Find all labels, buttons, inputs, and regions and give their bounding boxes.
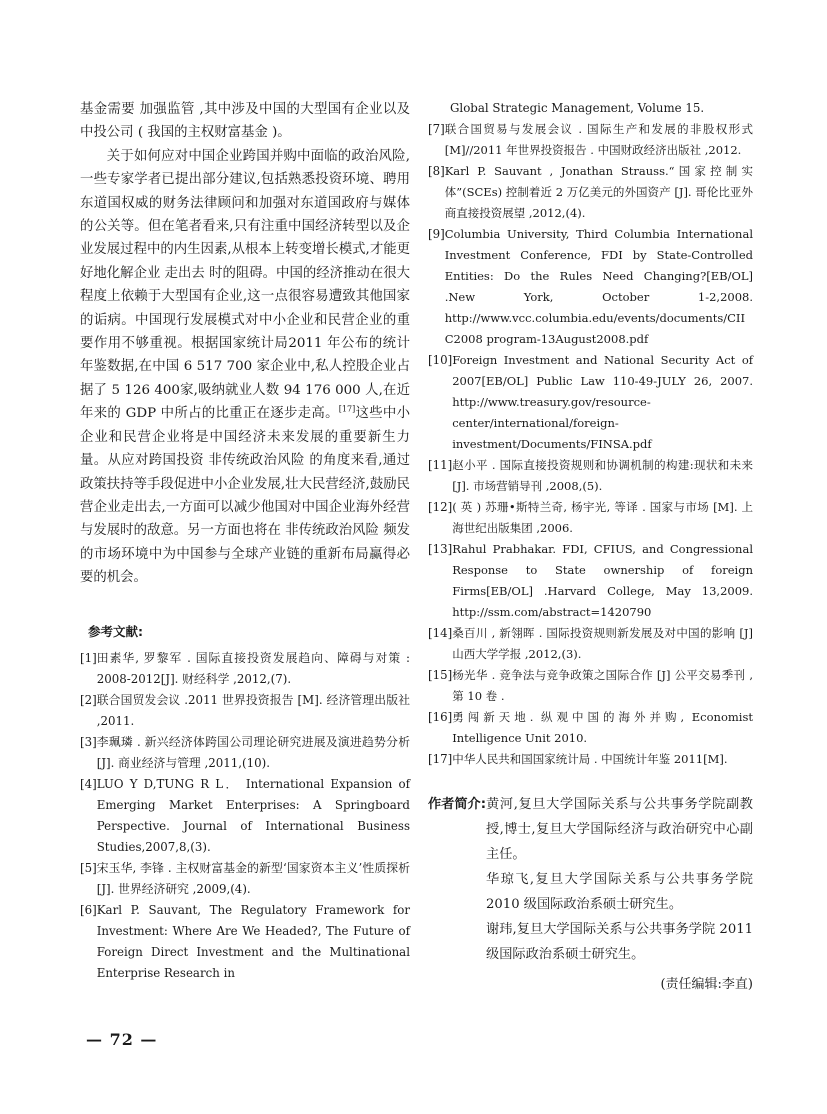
reference-item [428,497,753,539]
reference-text: 联合国贸发会议 .2011 世界投资报告 [M]. 经济管理出版社 ,2011. [96,692,410,728]
reference-text: 田素华, 罗黎军 . 国际直接投资发展趋向、障碍与对策 : 2008-2012[J]. 财经科学 ,2012,(7). [96,650,410,686]
reference-number: [3] [80,734,97,749]
body-paragraph [80,145,410,590]
reference-item [428,665,753,707]
reference-item [428,539,753,623]
reference-text: 宋玉华, 李锋 . 主权财富基金的新型‘国家资本主义’性质探析 [J]. 世界经济研究 ,2009,(4). [96,860,410,896]
reference-number: [6] [80,902,97,917]
reference-text: Columbia University, Third Columbia International Investment Conference, FDI by State-Controlled Entities: Do the Rules Need Changing?[EB/OL] .New York, October 1-2,2008. http://www.vcc.columbia.edu/events/documents/CIIC2008 program-13August2008.pdf [444,227,753,346]
footnote-marker: [17] [338,404,356,414]
reference-number: [13] [428,542,453,556]
reference-text: Karl P. Sauvant , Jonathan Strauss.“国家控制实体”(SCEs) 控制着近 2 万亿美元的外国资产 [J]. 哥伦比亚外商直接投资展望 ,2012,(4). [444,164,753,220]
reference-number: [5] [80,860,97,875]
reference-number: [7] [428,122,445,136]
reference-number: [15] [428,668,453,682]
reference-item [428,119,753,161]
reference-text: 勇闯新天地. 纵观中国的海外并购, Economist Intelligence Unit 2010. [452,710,753,745]
reference-list [428,119,753,770]
reference-item [80,900,410,984]
reference-text: 桑百川 , 新翎晖 . 国际投资规则新发展及对中国的影响 [J] 山西大学学报 ,2012,(3). [452,626,753,661]
reference-number: [10] [428,353,453,367]
author-entry: 谢玮,复旦大学国际关系与公共事务学院 2011 级国际政治系硕士研究生。 [486,922,753,962]
reference-number: [2] [80,692,97,707]
reference-item [428,350,753,455]
reference-item [80,774,410,858]
author-entries [486,792,753,967]
reference-text: Rahul Prabhakar. FDI, CFIUS, and Congressional Response to State ownership of foreign Firms[EB/OL] .Harvard College, May 13,2009. http://ssm.com/abstract=1420790 [452,542,753,619]
reference-item [80,648,410,690]
reference-text: 中华人民共和国国家统计局 . 中国统计年鉴 2011[M]. [452,752,728,766]
editor-note: (责任编辑:李直) [660,977,753,992]
reference-item [80,732,410,774]
reference-number: [16] [428,710,453,724]
reference-text: Foreign Investment and National Security Act of 2007[EB/OL] Public Law 110-49-JULY 26, 2007. http://www.treasury.gov/resource-center/international/foreign-investment/Documents/FINSA.pdf [452,353,753,451]
right-column [428,98,753,997]
reference-number: [14] [428,626,453,640]
reference-number: [4] [80,776,97,791]
reference-number: [11] [428,458,453,472]
left-column [80,98,410,984]
reference-continuation: Global Strategic Management, Volume 15. [450,101,705,115]
reference-text: 赵小平 . 国际直接投资规则和协调机制的构建:现状和未来 [J]. 市场营销导刊 ,2008,(5). [452,458,753,493]
reference-text: 杨光华 . 竞争法与竞争政策之国际合作 [J] 公平交易季刊 , 第 10 卷 . [452,668,753,703]
reference-number: [9] [428,227,445,241]
reference-list [80,648,410,984]
reference-text: 李珮璘 . 新兴经济体跨国公司理论研究进展及演进趋势分析 [J]. 商业经济与管理 ,2011,(10). [96,734,410,770]
author-info [428,792,753,967]
reference-number: [1] [80,650,97,665]
body-text: 这些中小企业和民营企业将是中国经济未来发展的重要新生力量。从应对跨国投资 非传统政治风险 的角度来看,通过政策扶持等手段促进中小企业发展,壮大民营经济,鼓励民营企业走出去,一方面可以减少他国对中国企业海外经营与发展时的敌意。另一方面也将在 非传统政治风险 频发的市场环境中为中国参与全球产业链的重新布局赢得必要的机会。 [80,406,410,586]
reference-item [428,161,753,224]
body-text: 关于如何应对中国企业跨国并购中面临的政治风险,一些专家学者已提出部分建议,包括熟悉投资环境、聘用东道国权威的财务法律顾问和加强对东道国政府与媒体的公关等。但在笔者看来,只有注重中国经济转型以及企业发展过程中的内生因素,从根本上转变增长模式,才能更好地化解企业 走出去 时的阻碍。中国的经济推动在很大程度上依赖于大型国有企业,这一点很容易遭致其他国家的诟病。中国现行发展模式对中小企业和民营企业的重要作用不够重视。根据国家统计局2011 年公布的统计年鉴数据,在中国 6 517 700 家企业中,私人控股企业占据了 5 126 400家,吸纳就业人数 94 176 000 人,在近年来的 GDP 中所占的比重正在逐步走高。 [80,148,410,422]
reference-item [428,749,753,770]
reference-text: Karl P. Sauvant, The Regulatory Framework for Investment: Where Are We Headed?, The Future of Foreign Direct Investment and the Multinational Enterprise Research in [96,902,410,980]
author-entry: 华琼飞,复旦大学国际关系与公共事务学院 2010 级国际政治系硕士研究生。 [486,872,753,912]
page-number: — 72 — [86,1030,158,1049]
reference-item [428,707,753,749]
reference-number: [17] [428,752,453,766]
author-entry: 黄河,复旦大学国际关系与公共事务学院副教授,博士,复旦大学国际经济与政治研究中心副主任。 [486,797,753,862]
reference-text: LUO Y D,TUNG R L． International Expansion of Emerging Market Enterprises: A Springboard Perspective. Journal of International Business Studies,2007,8,(3). [96,776,410,854]
reference-text: ( 英 ) 苏珊•斯特兰奇, 杨宇光, 等译 . 国家与市场 [M]. 上海世纪出版集团 ,2006. [452,500,753,535]
reference-number: [8] [428,164,445,178]
reference-text: 联合国贸易与发展会议 . 国际生产和发展的非股权形式 [M]//2011 年世界投资报告 . 中国财政经济出版社 ,2012. [444,122,753,157]
references-heading: 参考文献: [88,623,143,639]
reference-item [428,224,753,350]
reference-item [428,455,753,497]
reference-item [80,858,410,900]
body-paragraph: 基金需要 加强监管 ,其中涉及中国的大型国有企业以及中投公司 ( 我国的主权财富基金 )。 [80,102,410,141]
reference-item [428,623,753,665]
author-info-label: 作者简介: [428,797,487,812]
reference-item [80,690,410,732]
reference-number: [12] [428,500,453,514]
